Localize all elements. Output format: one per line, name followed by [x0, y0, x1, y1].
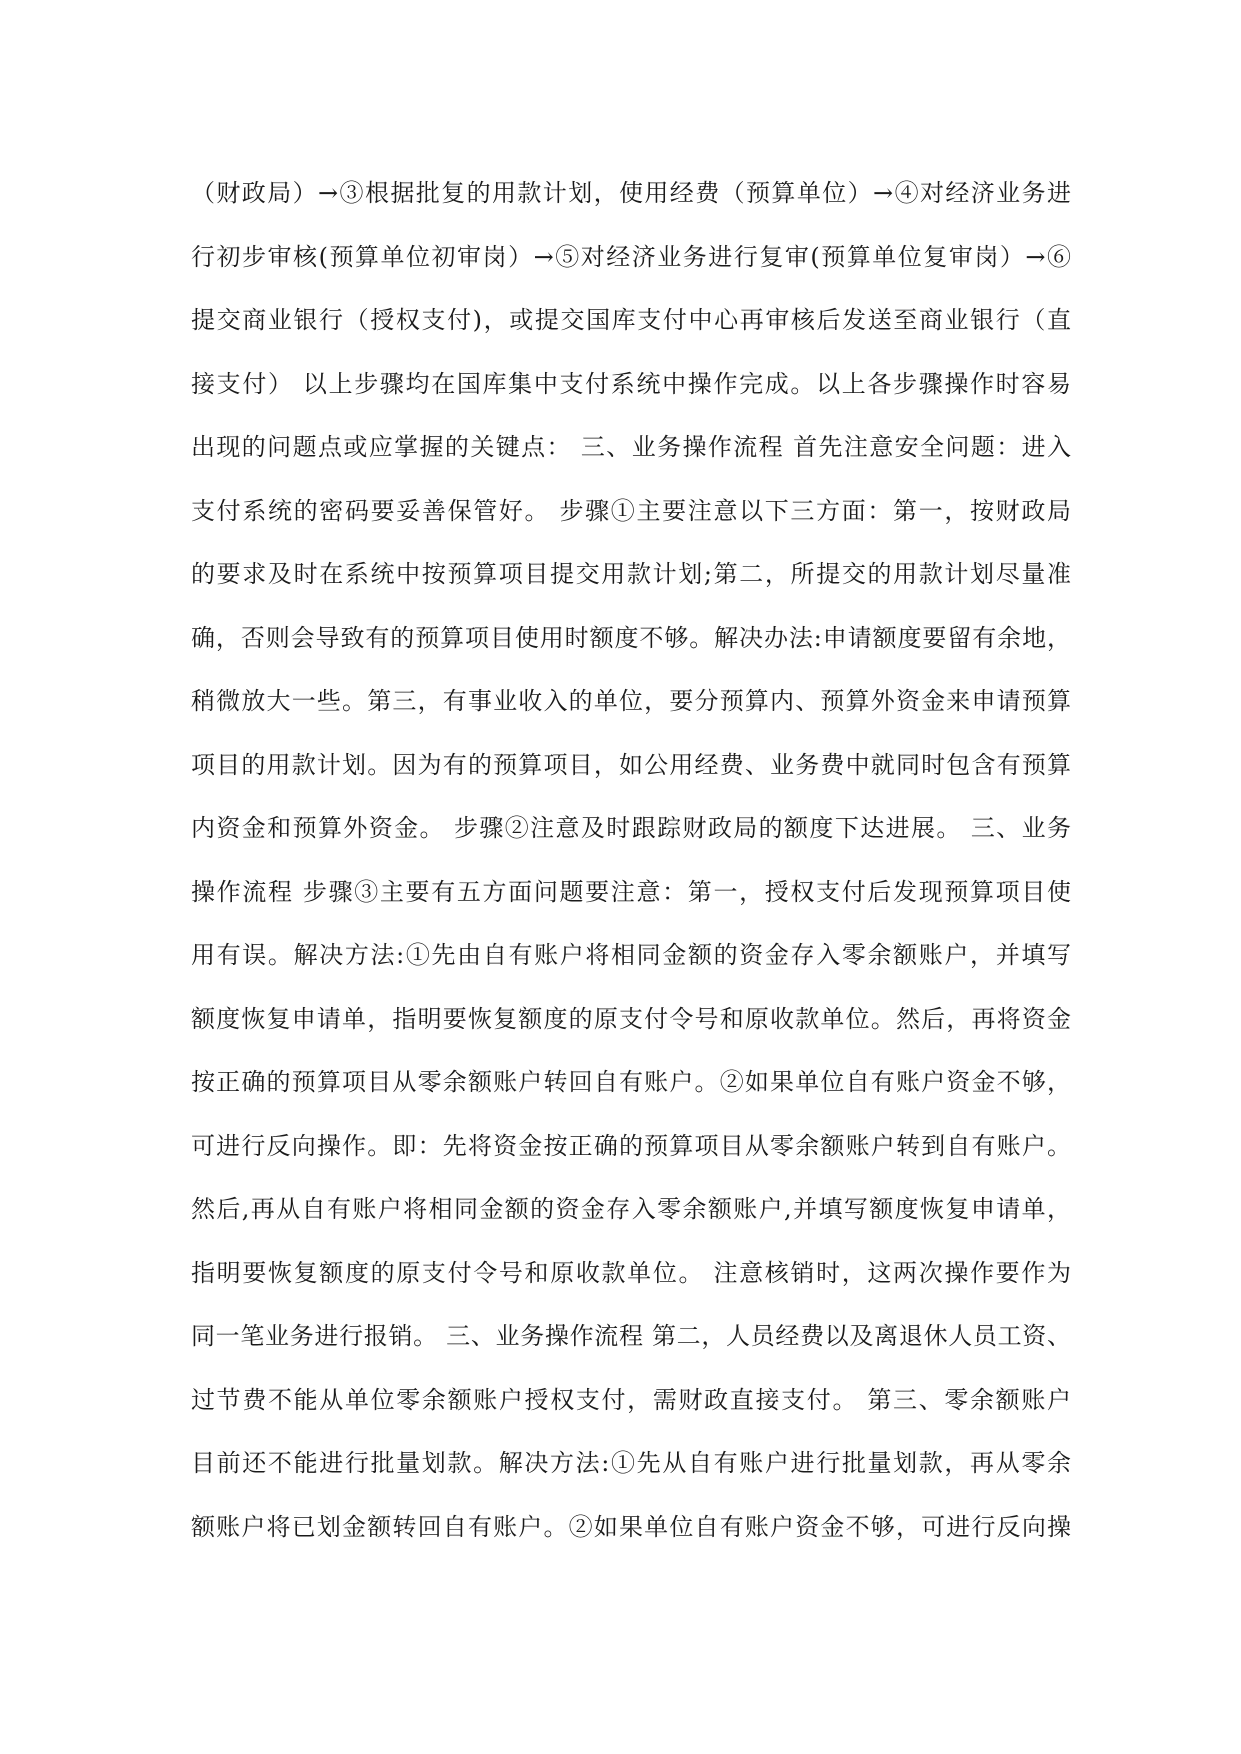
text-line: 过节费不能从单位零余额账户授权支付，需财政直接支付。 第三、零余额账户: [191, 1385, 1071, 1414]
text-line: 按正确的预算项目从零余额账户转回自有账户。②如果单位自有账户资金不够，: [191, 1068, 1071, 1096]
text-line: 操作流程 步骤③主要有五方面问题要注意：第一，授权支付后发现预算项目使: [191, 877, 1071, 906]
text-line: 项目的用款计划。因为有的预算项目，如公用经费、业务费中就同时包含有预算: [191, 750, 1071, 779]
text-line: （财政局）→③根据批复的用款计划，使用经费（预算单位）→④对经济业务进: [191, 179, 1071, 207]
text-line: 支付系统的密码要妥善保管好。 步骤①主要注意以下三方面：第一，按财政局: [191, 496, 1071, 525]
text-line: 用有误。解决方法:①先由自有账户将相同金额的资金存入零余额账户，并填写: [191, 941, 1071, 969]
text-line: 的要求及时在系统中按预算项目提交用款计划;第二，所提交的用款计划尽量准: [191, 560, 1071, 588]
text-line: 提交商业银行（授权支付)，或提交国库支付中心再审核后发送至商业银行（直: [191, 306, 1071, 334]
text-line: 额度恢复申请单，指明要恢复额度的原支付令号和原收款单位。然后，再将资金: [191, 1004, 1071, 1033]
text-line: 稍微放大一些。第三，有事业收入的单位，要分预算内、预算外资金来申请预算: [191, 687, 1071, 715]
text-line: 内资金和预算外资金。 步骤②注意及时跟踪财政局的额度下达进展。 三、业务: [191, 814, 1071, 842]
text-line: 可进行反向操作。即：先将资金按正确的预算项目从零余额账户转到自有账户。: [191, 1131, 1071, 1160]
body-text: [191, 162, 1071, 1559]
text-line: 目前还不能进行批量划款。解决方法:①先从自有账户进行批量划款，再从零余: [191, 1449, 1071, 1477]
text-line: 接支付） 以上步骤均在国库集中支付系统中操作完成。以上各步骤操作时容易: [191, 369, 1071, 398]
text-line: 然后,再从自有账户将相同金额的资金存入零余额账户,并填写额度恢复申请单，: [191, 1195, 1071, 1223]
text-line: 同一笔业务进行报销。 三、业务操作流程 第二，人员经费以及离退休人员工资、: [191, 1322, 1071, 1350]
text-line: 额账户将已划金额转回自有账户。②如果单位自有账户资金不够，可进行反向操: [191, 1512, 1071, 1541]
text-line: 确，否则会导致有的预算项目使用时额度不够。解决办法:申请额度要留有余地，: [191, 623, 1071, 652]
text-line: 行初步审核(预算单位初审岗）→⑤对经济业务进行复审(预算单位复审岗）→⑥: [191, 242, 1071, 271]
text-line: 出现的问题点或应掌握的关键点： 三、业务操作流程 首先注意安全问题：进入: [191, 433, 1071, 461]
text-line: 指明要恢复额度的原支付令号和原收款单位。 注意核销时，这两次操作要作为: [191, 1258, 1071, 1287]
